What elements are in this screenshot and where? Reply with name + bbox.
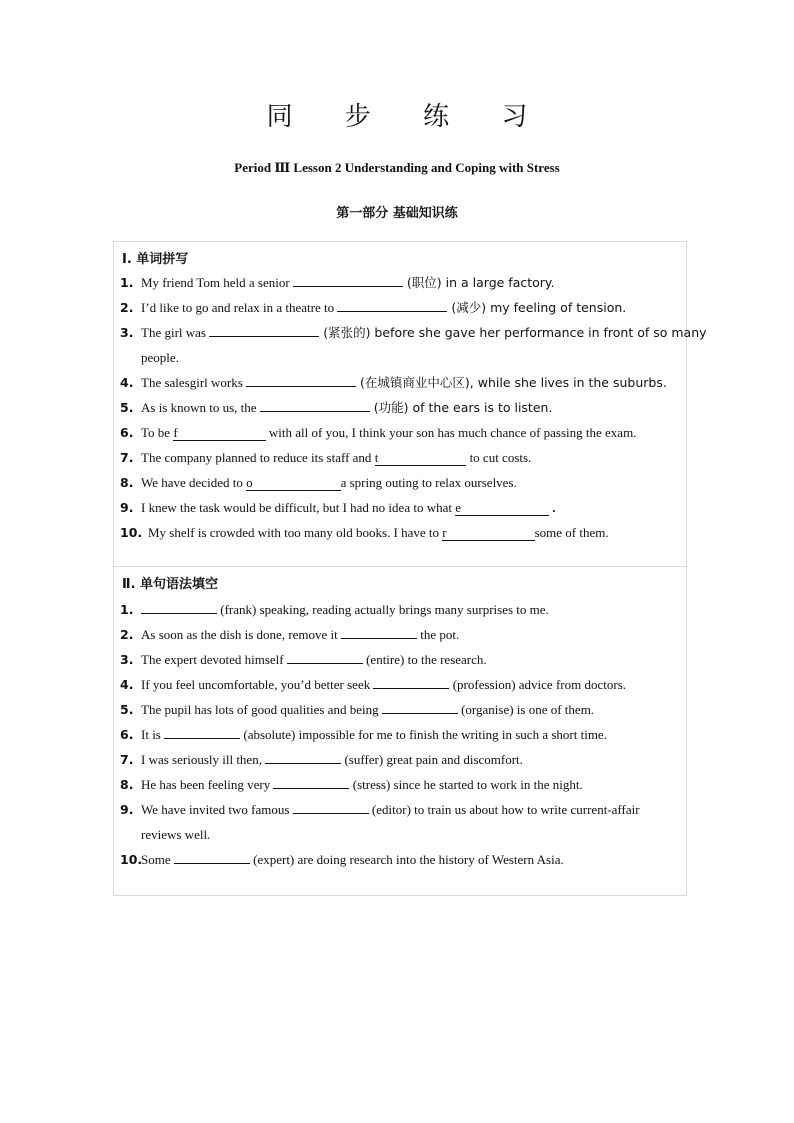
list-item — [114, 675, 688, 695]
item-text: It is (absolute) impossible for me to finish the writing in such a short time. — [141, 727, 607, 742]
item-text: My shelf is crowded with too many old books. I have to r some of them. — [148, 525, 609, 540]
section1-heading: Ⅰ. 单词拼写 — [122, 252, 189, 267]
item-text: If you feel uncomfortable, you’d better seek (profession) advice from doctors. — [141, 677, 626, 692]
list-item — [114, 423, 688, 443]
item-number: 10. — [120, 525, 143, 540]
list-item — [114, 775, 688, 795]
list-item — [114, 373, 688, 393]
answer-blank[interactable]: t — [375, 450, 467, 466]
section2-heading: Ⅱ. 单句语法填空 — [122, 577, 219, 592]
item-text: The pupil has lots of good qualities and being (organise) is one of them. — [141, 702, 595, 717]
section-divider — [114, 566, 686, 567]
item-number: 10. — [120, 852, 143, 867]
item-number: 5. — [120, 400, 134, 415]
answer-blank[interactable]: e — [455, 500, 549, 516]
list-item — [114, 625, 688, 645]
answer-blank[interactable] — [265, 750, 341, 764]
item-number: 7. — [120, 450, 134, 465]
list-item — [114, 398, 688, 418]
list-item — [114, 448, 688, 468]
item-number: 6. — [120, 425, 134, 440]
answer-blank[interactable] — [174, 850, 250, 864]
list-item — [114, 298, 688, 318]
answer-blank[interactable] — [164, 725, 240, 739]
list-item — [114, 700, 688, 720]
item-number: 3. — [120, 325, 134, 340]
list-item — [114, 750, 688, 770]
item-text: As soon as the dish is done, remove it the pot. — [141, 627, 460, 642]
item-number: 1. — [120, 602, 134, 617]
part-heading: 第一部分 基础知识练 — [336, 206, 458, 221]
answer-blank[interactable] — [246, 373, 356, 387]
exercise-box — [113, 241, 707, 896]
lesson-subtitle: Period Ⅲ Lesson 2 Understanding and Coping with Stress — [234, 160, 560, 175]
item-text-continued: people. — [141, 350, 179, 365]
item-text: He has been feeling very (stress) since he started to work in the night. — [141, 777, 583, 792]
item-number: 4. — [120, 677, 134, 692]
item-text: I was seriously ill then, (suffer) great pain and discomfort. — [141, 752, 523, 767]
answer-blank[interactable] — [373, 675, 449, 689]
list-item — [114, 273, 688, 293]
answer-blank[interactable]: f — [173, 425, 265, 441]
answer-blank[interactable] — [273, 775, 349, 789]
answer-blank[interactable] — [337, 298, 447, 312]
list-item — [114, 498, 688, 518]
item-text: We have decided to o a spring outing to relax ourselves. — [141, 475, 517, 490]
item-text: My friend Tom held a senior (职位) in a large factory. — [141, 275, 555, 290]
item-text: I knew the task would be difficult, but I had no idea to what e . — [141, 500, 556, 515]
item-number: 8. — [120, 777, 134, 792]
list-item — [114, 725, 688, 745]
list-item — [114, 850, 688, 870]
item-number: 9. — [120, 500, 134, 515]
answer-blank[interactable] — [287, 650, 363, 664]
item-number: 2. — [120, 300, 134, 315]
item-number: 8. — [120, 475, 134, 490]
item-number: 7. — [120, 752, 134, 767]
answer-blank[interactable] — [293, 800, 369, 814]
item-number: 9. — [120, 802, 134, 817]
list-item-continuation — [114, 348, 688, 368]
item-text-continued: reviews well. — [141, 827, 211, 842]
item-text: Some (expert) are doing research into the history of Western Asia. — [141, 852, 564, 867]
item-text: As is known to us, the (功能) of the ears is to listen. — [141, 400, 553, 415]
item-number: 4. — [120, 375, 134, 390]
answer-blank[interactable]: r — [442, 525, 534, 541]
item-text: The salesgirl works (在城镇商业中心区), while she lives in the suburbs. — [141, 375, 667, 390]
item-text: (frank) speaking, reading actually brings many surprises to me. — [141, 600, 681, 620]
item-number: 6. — [120, 727, 134, 742]
answer-blank[interactable] — [341, 625, 417, 639]
list-item — [114, 473, 688, 493]
list-item — [114, 323, 707, 343]
answer-blank[interactable] — [260, 398, 370, 412]
list-item — [114, 650, 688, 670]
item-number: 5. — [120, 702, 134, 717]
page-title: 同 步 练 习 — [266, 102, 550, 132]
item-text: The company planned to reduce its staff and t to cut costs. — [141, 450, 532, 465]
answer-blank[interactable] — [141, 600, 217, 614]
answer-blank[interactable] — [382, 700, 458, 714]
item-text: We have invited two famous (editor) to train us about how to write current-affair — [141, 802, 640, 817]
item-number: 3. — [120, 652, 134, 667]
item-number: 1. — [120, 275, 134, 290]
item-text: To be f with all of you, I think your son has much chance of passing the exam. — [141, 425, 637, 440]
item-text: The expert devoted himself (entire) to the research. — [141, 652, 487, 667]
answer-blank[interactable] — [293, 273, 403, 287]
item-text: I’d like to go and relax in a theatre to (减少) my feeling of tension. — [141, 300, 627, 315]
list-item-continuation — [114, 825, 688, 845]
item-text: The girl was (紧张的) before she gave her performance in front of so many — [141, 325, 707, 340]
list-item — [114, 800, 688, 820]
answer-blank[interactable] — [209, 323, 319, 337]
list-item — [114, 600, 688, 620]
list-item — [114, 523, 688, 543]
item-number: 2. — [120, 627, 134, 642]
answer-blank[interactable]: o — [246, 475, 341, 491]
